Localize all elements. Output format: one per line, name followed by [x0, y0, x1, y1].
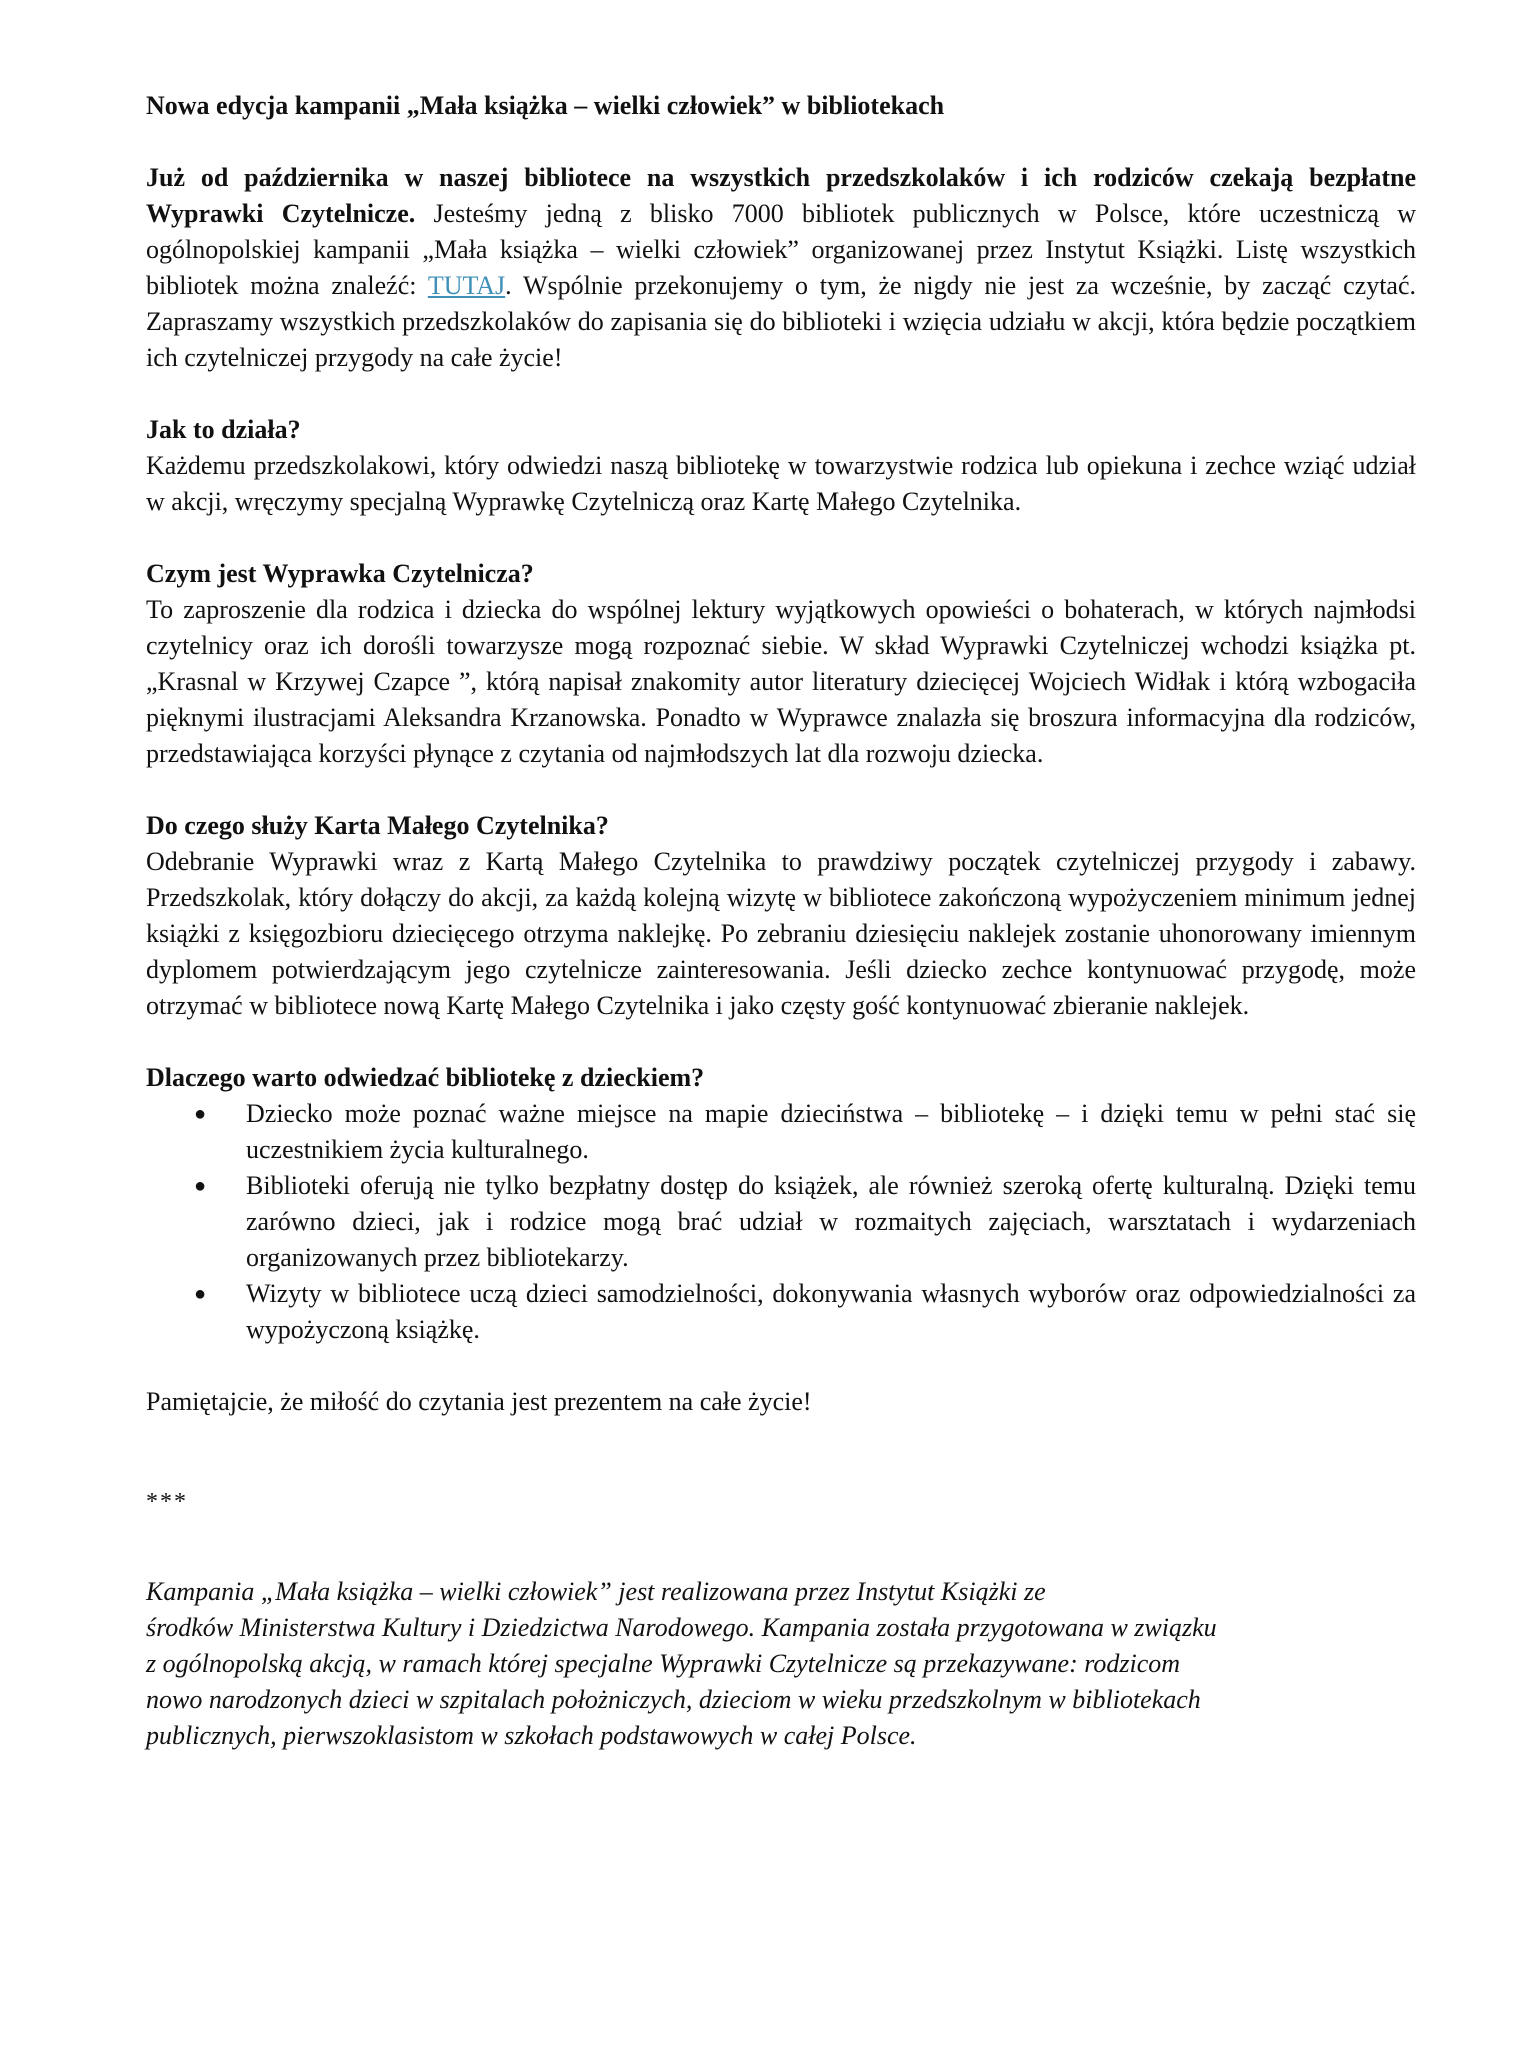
- section-what-is-kit: [146, 556, 1416, 772]
- reasons-list: [146, 1096, 1416, 1348]
- bullet-icon: ●: [194, 1175, 207, 1197]
- section-heading: Czym jest Wyprawka Czytelnicza?: [146, 559, 534, 588]
- section-body: Każdemu przedszkolakowi, który odwiedzi naszą bibliotekę w towarzystwie rodzica lub opiekuna i zechce wziąć udział w akcji, wręczymy specjalną Wyprawkę Czytelniczą oraz Kartę Małego Czytelnika.: [146, 451, 1416, 516]
- list-item-text: Wizyty w bibliotece uczą dzieci samodzielności, dokonywania własnych wyborów oraz odpowiedzialności za wypożyczoną książkę.: [246, 1279, 1416, 1344]
- document-title: Nowa edycja kampanii „Mała książka – wielki człowiek” w bibliotekach: [146, 91, 945, 120]
- section-body: To zaproszenie dla rodzica i dziecka do wspólnej lektury wyjątkowych opowieści o bohaterach, w których najmłodsi czytelnicy oraz ich dorośli towarzysze mogą rozpoznać siebie. W skład Wyprawki Czytelniczej wchodzi książka pt. „Krasnal w Krzywej Czapce ”, którą napisał znakomity autor literatury dziecięcej Wojciech Widłak i którą wzbogaciła pięknymi ilustracjami Aleksandra Krzanowska. Ponadto w Wyprawce znalazła się broszura informacyjna dla rodziców, przedstawiająca korzyści płynące z czytania od najmłodszych lat dla rozwoju dziecka.: [146, 595, 1416, 768]
- footnote-line: środków Ministerstwa Kultury i Dziedzictwa Narodowego. Kampania została przygotowana w związku: [146, 1613, 1217, 1642]
- intro-paragraph: [146, 160, 1416, 376]
- document-page: [146, 88, 1416, 1754]
- footnote-line: Kampania „Mała książka – wielki człowiek” jest realizowana przez Instytut Książki ze: [146, 1577, 1046, 1606]
- list-item: [194, 1168, 1416, 1276]
- section-heading: Do czego służy Karta Małego Czytelnika?: [146, 811, 609, 840]
- list-item: [194, 1096, 1416, 1168]
- list-item: [194, 1276, 1416, 1348]
- list-item-text: Biblioteki oferują nie tylko bezpłatny dostęp do książek, ale również szeroką ofertę kulturalną. Dzięki temu zarówno dzieci, jak i rodzice mogą brać udział w rozmaitych zajęciach, warsztatach i wydarzeniach organizowanych przez bibliotekarzy.: [246, 1171, 1416, 1272]
- bullet-icon: ●: [194, 1283, 207, 1305]
- section-body: Odebranie Wyprawki wraz z Kartą Małego Czytelnika to prawdziwy początek czytelniczej przygody i zabawy. Przedszkolak, który dołączy do akcji, za każdą kolejną wizytę w bibliotece zakończoną wypożyczeniem minimum jednej książki z księgozbioru dziecięcego otrzyma naklejkę. Po zebraniu dziesięciu naklejek zostanie uhonorowany imiennym dyplomem potwierdzającym jego czytelnicze zainteresowania. Jeśli dziecko zechce kontynuować przygodę, może otrzymać w bibliotece nową Kartę Małego Czytelnika i jako częsty gość kontynuować zbieranie naklejek.: [146, 847, 1416, 1020]
- section-why-visit: [146, 1060, 1416, 1348]
- footnote-line: nowo narodzonych dzieci w szpitalach położniczych, dzieciom w wieku przedszkolnym w bibliotekach: [146, 1685, 1201, 1714]
- closing-sentence: Pamiętajcie, że miłość do czytania jest prezentem na całe życie!: [146, 1387, 812, 1416]
- footnote-line: z ogólnopolską akcją, w ramach której specjalne Wyprawki Czytelnicze są przekazywane: rodzicom: [146, 1649, 1181, 1678]
- intro-text-continued: . Wspólnie przekonujemy o tym, że nigdy nie jest za wcześnie, by zacząć czytać. Zapraszamy wszystkich przedszkolaków do zapisania się do biblioteki i wzięcia udziału w akcji, która będzie początkiem ich czytelniczej przygody na całe życie!: [146, 271, 1416, 372]
- footnote: [146, 1574, 1416, 1754]
- intro-bold-lead: Już od października w naszej bibliotece na wszystkich przedszkolaków i ich rodziców czekają bezpłatne Wyprawki Czytelnicze.: [146, 163, 1416, 228]
- footnote-line: publicznych, pierwszoklasistom w szkołach podstawowych w całej Polsce.: [146, 1721, 917, 1750]
- list-item-text: Dziecko może poznać ważne miejsce na mapie dzieciństwa – bibliotekę – i dzięki temu w pełni stać się uczestnikiem życia kulturalnego.: [246, 1099, 1416, 1164]
- section-heading: Jak to działa?: [146, 415, 301, 444]
- section-heading: Dlaczego warto odwiedzać bibliotekę z dzieckiem?: [146, 1063, 705, 1092]
- libraries-list-link[interactable]: TUTAJ: [427, 271, 506, 300]
- bullet-icon: ●: [194, 1103, 207, 1125]
- separator: ***: [146, 1489, 188, 1515]
- section-reader-card: [146, 808, 1416, 1024]
- section-how-it-works: [146, 412, 1416, 520]
- intro-text: Jesteśmy jedną z blisko 7000 bibliotek publicznych w Polsce, które uczestniczą w ogólnopolskiej kampanii „Mała książka – wielki człowiek” organizowanej przez Instytut Książki. Listę wszystkich bibliotek można znaleźć:: [146, 199, 1416, 300]
